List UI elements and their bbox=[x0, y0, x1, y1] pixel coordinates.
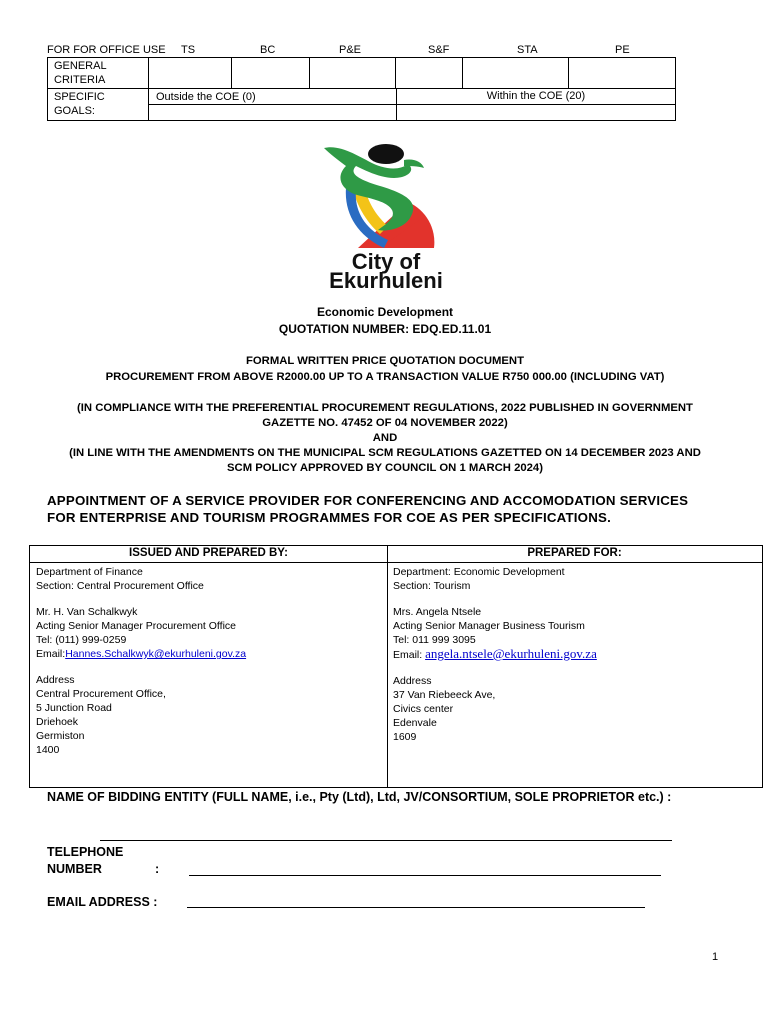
issued-by-heading: ISSUED AND PREPARED BY: bbox=[30, 546, 387, 563]
column-pe: PE bbox=[615, 44, 630, 56]
issued-email-row bbox=[36, 647, 381, 661]
prepared-contact-name: Mrs. Angela Ntsele bbox=[393, 606, 482, 618]
prepared-address-label: Address bbox=[393, 675, 432, 687]
page-number: 1 bbox=[712, 951, 719, 963]
issued-department: Department of Finance bbox=[36, 566, 143, 578]
office-use-label: FOR FOR OFFICE USE bbox=[47, 44, 166, 56]
column-sta: STA bbox=[517, 44, 538, 56]
issued-address-line: 1400 bbox=[36, 744, 60, 756]
criteria-cell-pe bbox=[568, 57, 676, 89]
email-address-label: EMAIL ADDRESS : bbox=[47, 895, 158, 909]
document-title: FORMAL WRITTEN PRICE QUOTATION DOCUMENT bbox=[245, 355, 524, 367]
bidding-entity-label: NAME OF BIDDING ENTITY (FULL NAME, i.e., Pty (Ltd), Ltd, JV/CONSORTIUM, SOLE PROPRIETOR etc.) : bbox=[47, 790, 672, 804]
amendments-line-1: (IN LINE WITH THE AMENDMENTS ON THE MUNICIPAL SCM REGULATIONS GAZETTED ON 14 DECEMBER 2023 AND bbox=[69, 447, 701, 459]
prepared-contact-title: Acting Senior Manager Business Tourism bbox=[393, 620, 585, 632]
issued-contact-name: Mr. H. Van Schalkwyk bbox=[36, 606, 138, 618]
department-heading: Economic Development bbox=[316, 305, 454, 319]
issued-email-label: Email: bbox=[36, 648, 66, 660]
prepared-section: Section: Tourism bbox=[393, 580, 471, 592]
prepared-telephone: Tel: 011 999 3095 bbox=[393, 634, 476, 646]
prepared-address-line: 1609 bbox=[393, 731, 417, 743]
logo-text-line2: Ekurhuleni bbox=[329, 268, 443, 292]
criteria-cell-ts bbox=[148, 57, 232, 89]
criteria-cell-sf bbox=[395, 57, 463, 89]
email-address-field[interactable] bbox=[187, 899, 645, 908]
telephone-label-line1: TELEPHONE bbox=[47, 845, 124, 859]
issued-address-line: 5 Junction Road bbox=[36, 702, 112, 714]
issued-telephone: Tel: (011) 999-0259 bbox=[36, 634, 127, 646]
telephone-field[interactable] bbox=[189, 867, 661, 876]
outside-coe-label: Outside the COE (0) bbox=[148, 88, 397, 105]
issued-contact-title: Acting Senior Manager Procurement Office bbox=[36, 620, 236, 632]
compliance-line-2: GAZETTE NO. 47452 OF 04 NOVEMBER 2022) bbox=[262, 417, 508, 429]
prepared-table bbox=[29, 545, 763, 788]
issued-section: Section: Central Procurement Office bbox=[36, 580, 204, 592]
issued-address-line: Germiston bbox=[36, 730, 85, 742]
prepared-for-heading: PREPARED FOR: bbox=[387, 546, 762, 563]
issued-address-line: Driehoek bbox=[36, 716, 79, 728]
column-ts: TS bbox=[181, 44, 196, 56]
and-connector: AND bbox=[372, 432, 398, 444]
column-pe-econ: P&E bbox=[339, 44, 362, 56]
prepared-address-line: 37 Van Riebeeck Ave, bbox=[393, 689, 496, 701]
amendments-line-2: SCM POLICY APPROVED BY COUNCIL ON 1 MARCH 2024) bbox=[227, 462, 543, 474]
column-sf: S&F bbox=[428, 44, 450, 56]
appointment-heading bbox=[47, 492, 737, 526]
logo-emblem bbox=[296, 130, 476, 292]
appointment-line-2: FOR ENTERPRISE AND TOURISM PROGRAMMES FOR COE AS PER SPECIFICATIONS. bbox=[47, 510, 611, 525]
criteria-cell-bc bbox=[231, 57, 310, 89]
office-use-table bbox=[47, 44, 676, 117]
procurement-range: PROCUREMENT FROM ABOVE R2000.00 UP TO A TRANSACTION VALUE R750 000.00 (INCLUDING VAT) bbox=[105, 371, 665, 383]
prepared-for-column bbox=[387, 546, 762, 787]
issued-address-label: Address bbox=[36, 674, 75, 686]
criteria-cell-pe-econ bbox=[309, 57, 396, 89]
bidding-entity-field[interactable] bbox=[100, 832, 672, 841]
outside-coe-cell bbox=[148, 104, 397, 121]
telephone-label-line2: NUMBER bbox=[47, 862, 102, 876]
criteria-cell-sta bbox=[462, 57, 569, 89]
within-coe-cell bbox=[396, 104, 676, 121]
column-bc: BC bbox=[260, 44, 276, 56]
telephone-colon: : bbox=[155, 862, 160, 876]
prepared-address-line: Civics center bbox=[393, 703, 454, 715]
issued-email-link[interactable]: Hannes.Schalkwyk@ekurhuleni.gov.za bbox=[65, 648, 247, 660]
within-coe-label: Within the COE (20) bbox=[396, 88, 676, 105]
city-of-ekurhuleni-logo bbox=[296, 130, 476, 292]
issued-by-column bbox=[30, 546, 388, 787]
office-use-header bbox=[47, 44, 676, 58]
prepared-department: Department: Economic Development bbox=[393, 566, 565, 578]
quotation-number: QUOTATION NUMBER: EDQ.ED.11.01 bbox=[278, 322, 492, 336]
prepared-email-label: Email: bbox=[393, 649, 426, 661]
prepared-address-line: Edenvale bbox=[393, 717, 437, 729]
prepared-email-link[interactable]: angela.ntsele@ekurhuleni.gov.za bbox=[425, 646, 597, 661]
prepared-email-row bbox=[393, 647, 756, 662]
specific-goals-label: SPECIFIC GOALS: bbox=[47, 88, 149, 121]
appointment-line-1: APPOINTMENT OF A SERVICE PROVIDER FOR CONFERENCING AND ACCOMODATION SERVICES bbox=[47, 493, 689, 508]
logo-text-line1: City of bbox=[351, 249, 421, 274]
general-criteria-label: GENERAL CRITERIA bbox=[47, 57, 149, 89]
compliance-line-1: (IN COMPLIANCE WITH THE PREFERENTIAL PROCUREMENT REGULATIONS, 2022 PUBLISHED IN GOVERNMENT bbox=[77, 402, 693, 414]
issued-address-line: Central Procurement Office, bbox=[36, 688, 166, 700]
